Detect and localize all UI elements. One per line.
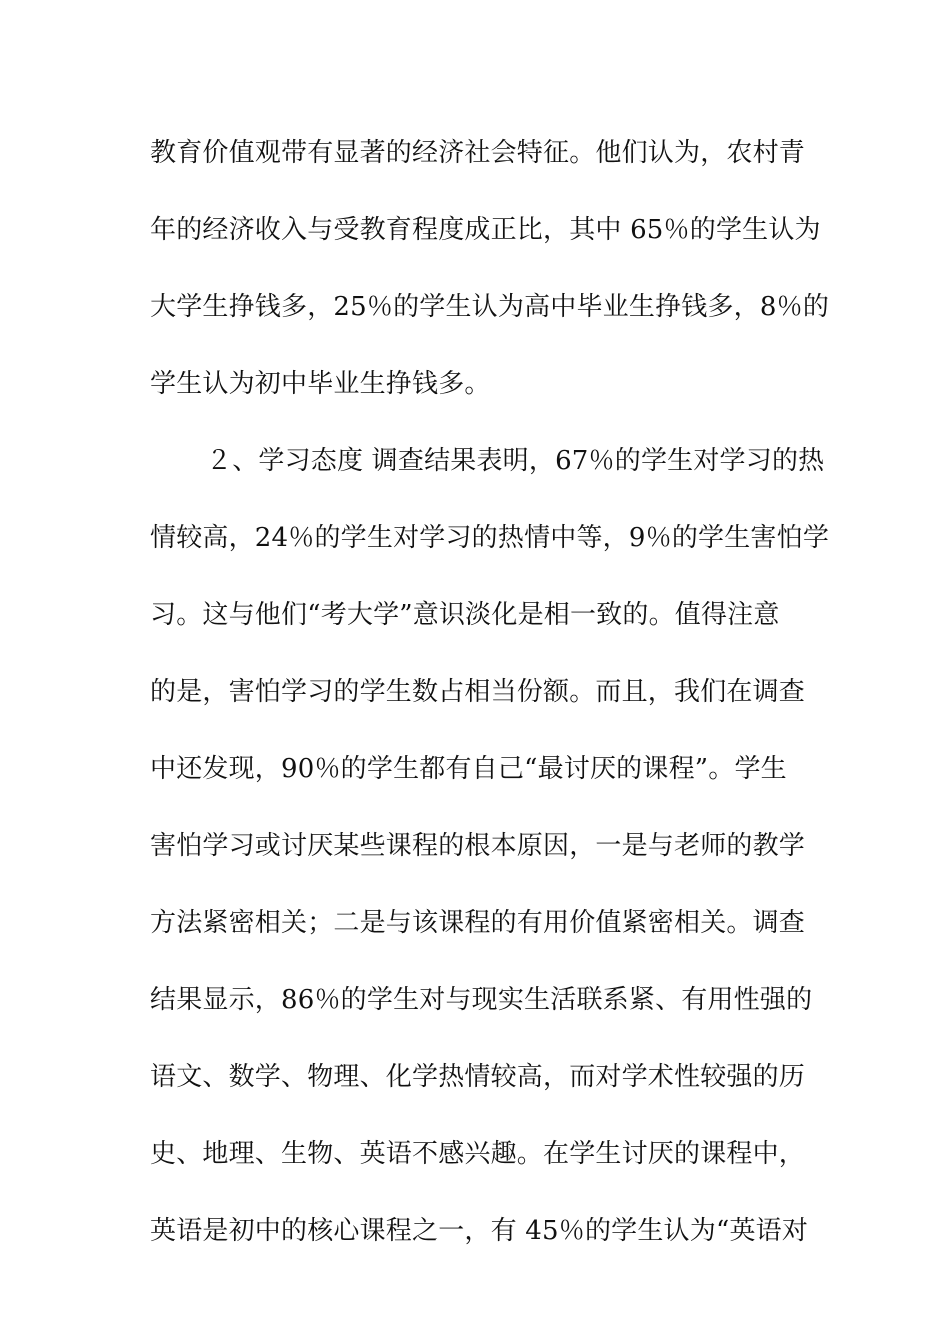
text-line: 英语是初中的核心课程之一，有 45％的学生认为“英语对 bbox=[150, 1216, 809, 1246]
text-line: 史、地理、生物、英语不感兴趣。在学生讨厌的课程中， bbox=[150, 1139, 806, 1169]
text-line: 学生认为初中毕业生挣钱多。 bbox=[150, 369, 491, 399]
body-text bbox=[150, 128, 830, 1283]
text-line: 习。这与他们“考大学”意识淡化是相一致的。值得注意 bbox=[150, 600, 780, 630]
text-line: 年的经济收入与受教育程度成正比，其中 65％的学生认为 bbox=[150, 215, 821, 245]
text-line: 的是，害怕学习的学生数占相当份额。而且，我们在调查 bbox=[150, 677, 806, 707]
text-line: 方法紧密相关；二是与该课程的有用价值紧密相关。调查 bbox=[150, 908, 806, 938]
text-line: 中还发现，90％的学生都有自己“最讨厌的课程”。学生 bbox=[150, 754, 787, 784]
text-line: 大学生挣钱多，25％的学生认为高中毕业生挣钱多，8％的 bbox=[150, 292, 830, 322]
text-line: 情较高，24％的学生对学习的热情中等，9％的学生害怕学 bbox=[150, 523, 830, 553]
text-line: 害怕学习或讨厌某些课程的根本原因，一是与老师的教学 bbox=[150, 831, 806, 861]
paragraph-start-line: ２、学习态度 调查结果表明，67％的学生对学习的热 bbox=[206, 446, 825, 476]
text-line: 教育价值观带有显著的经济社会特征。他们认为，农村青 bbox=[150, 138, 806, 168]
text-line: 结果显示，86％的学生对与现实生活联系紧、有用性强的 bbox=[150, 985, 813, 1015]
text-line: 语文、数学、物理、化学热情较高，而对学术性较强的历 bbox=[150, 1062, 806, 1092]
